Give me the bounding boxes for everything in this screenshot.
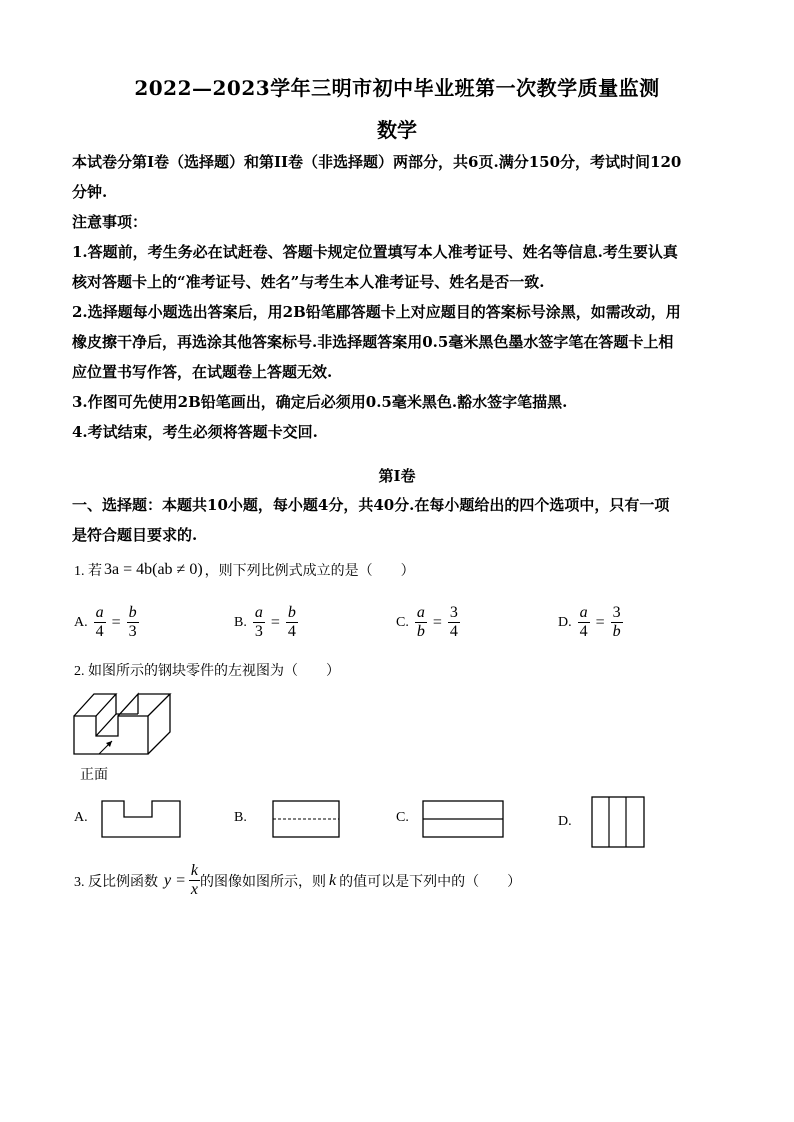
part1-instructions (72, 490, 728, 550)
intro-line-1: 本试卷分第I卷（选择题）和第II卷（非选择题）两部分，共6页.满分150分，考试时间120 (72, 153, 682, 171)
option-label: C. (396, 614, 409, 630)
question-2: 2. 如图所示的钢块零件的左视图为（ ） (74, 664, 340, 679)
option-label: A. (74, 810, 88, 825)
numerator: b (287, 604, 296, 621)
q1-option-a[interactable] (74, 604, 139, 641)
fraction-left (94, 604, 106, 641)
note-2-line-1: 2.选择题每小题选出答案后，用2B铅笔郿答题卡上对应题目的答案标号涂黑，如需改动，用 (72, 303, 681, 321)
option-label: C. (396, 810, 409, 825)
note-2-line-3: 应位置书写作答，在试题卷上答题无效. (72, 363, 333, 381)
option-label: A. (74, 614, 88, 630)
intro-line-2: 分钟. (72, 183, 108, 201)
question-1 (74, 560, 415, 580)
denominator: 4 (287, 623, 296, 640)
q3-variable: k (329, 871, 337, 889)
option-d-shape (578, 795, 648, 849)
denominator: 4 (579, 623, 588, 640)
q1-condition: 3a = 4b(ab ≠ 0) (104, 561, 203, 578)
equals-sign: = (595, 613, 605, 631)
q1-option-c[interactable] (396, 604, 460, 641)
note-4: 4.考试结束，考生必须将答题卡交回. (72, 423, 318, 441)
notes-heading: 注意事项： (72, 213, 148, 231)
q1-option-d[interactable] (558, 604, 623, 641)
note-1-line-2: 核对答题卡上的“准考证号、姓名”与考生本人准考证号、姓名是否一致. (72, 273, 545, 291)
equals-sign: = (270, 613, 280, 631)
q3-suffix: 的值可以是下列中的（ ） (339, 874, 522, 890)
denominator: 4 (449, 623, 458, 640)
option-label: D. (558, 614, 572, 630)
numerator: b (128, 604, 137, 621)
q3-mid: 的图像如图所示，则 (200, 874, 327, 890)
q1-prefix: 1. 若 (74, 564, 102, 579)
q2-option-c[interactable] (396, 795, 505, 841)
denominator: 3 (254, 623, 263, 640)
exam-title: 2022—2023学年三明市初中毕业班第一次教学质量监测 (134, 76, 660, 100)
q1-suffix: ，则下列比例式成立的是（ ） (204, 564, 415, 579)
q3-function-fraction (189, 862, 200, 899)
part1-line-2: 是符合题目要求的. (72, 526, 198, 544)
numerator: a (416, 604, 425, 621)
option-b-shape (253, 795, 343, 841)
numerator: 3 (612, 604, 621, 621)
q2-option-d[interactable] (558, 795, 648, 849)
section-title: 第I卷 (378, 467, 416, 485)
q3-function-lhs: y = (164, 871, 186, 889)
option-label: B. (234, 614, 247, 630)
option-label: D. (558, 814, 572, 829)
fraction-right (611, 604, 623, 641)
fraction-left (578, 604, 590, 641)
steel-part-figure (72, 688, 182, 760)
denominator: b (612, 623, 621, 640)
q2-option-a[interactable] (74, 795, 184, 841)
fraction-right (448, 604, 460, 641)
note-2-line-2: 橡皮擦干净后，再选涂其他答案标号.非选择题答案用0.5毫米黑色墨水签字笔在答题卡上相 (72, 333, 674, 351)
denominator: b (416, 623, 425, 640)
note-1-line-1: 1.答题前，考生务必在试赶卷、答题卡规定位置填写本人准考证号、姓名等信息.考生要认真 (72, 243, 678, 261)
option-label: B. (234, 810, 247, 825)
numerator: a (95, 604, 104, 621)
fraction-right (286, 604, 298, 641)
part1-line-1: 一、选择题：本题共10小题，每小题4分，共40分.在每小题给出的四个选项中，只有一项 (72, 496, 670, 514)
numerator: k (190, 862, 199, 879)
fraction-right (127, 604, 139, 641)
denominator: 3 (128, 623, 137, 640)
question-3 (74, 862, 521, 899)
intro-text (72, 147, 728, 447)
equals-sign: = (432, 613, 442, 631)
fraction-left (415, 604, 427, 641)
subject-title: 数学 (377, 118, 417, 142)
option-a-shape (94, 795, 184, 841)
q3-prefix: 3. 反比例函数 (74, 874, 158, 890)
option-c-shape (415, 795, 505, 841)
numerator: a (579, 604, 588, 621)
denominator: x (190, 881, 199, 898)
denominator: 4 (95, 623, 104, 640)
fraction-left (253, 604, 265, 641)
q2-option-b[interactable] (234, 795, 343, 841)
equals-sign: = (111, 613, 121, 631)
note-3: 3.作图可先使用2B铅笔画出，确定后必须用0.5毫米黑色.豁水签字笔描黑. (72, 393, 568, 411)
numerator: 3 (449, 604, 458, 621)
numerator: a (254, 604, 263, 621)
front-label: 正面 (80, 768, 108, 783)
q1-option-b[interactable] (234, 604, 298, 641)
